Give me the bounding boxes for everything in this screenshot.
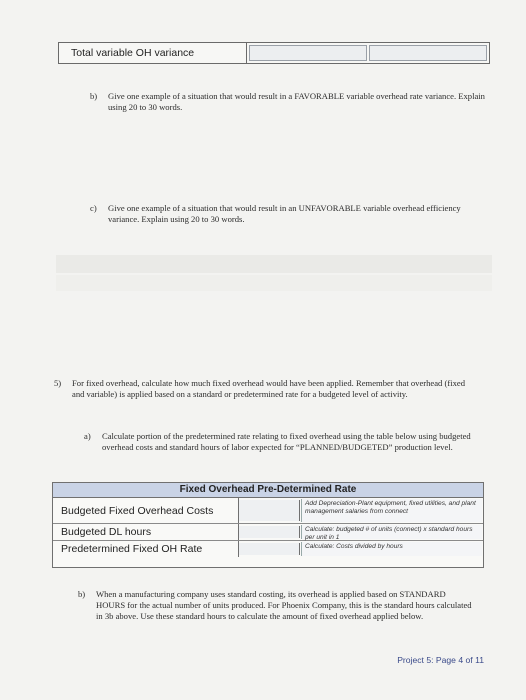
table-row <box>53 541 483 557</box>
budgeted-dl-hours-input[interactable] <box>239 526 300 538</box>
question-c-text: Give one example of a situation that would result in an UNFAVORABLE variable overhead efficiency variance. Explain using 20 to 30 words. <box>108 203 461 224</box>
variance-input-cell-2[interactable] <box>369 45 487 61</box>
question-c-label: c) <box>90 203 97 213</box>
row-instruction: Calculate: budgeted # of units (connect) x standard hours per unit in 1 <box>301 525 482 539</box>
question-5-label: 5) <box>54 378 62 388</box>
question-5b <box>78 589 476 622</box>
variance-input-cell-1[interactable] <box>249 45 367 61</box>
question-c <box>90 203 488 225</box>
page-footer: Project 5: Page 4 of 11 <box>397 655 484 665</box>
budgeted-fixed-oh-input[interactable] <box>239 500 300 521</box>
predetermined-rate-input[interactable] <box>239 543 300 555</box>
question-5a-label: a) <box>84 431 91 441</box>
question-5-text: For fixed overhead, calculate how much fixed overhead would have been applied. Remember that overhead (fixed and variable) is applied based on a standard or predetermined rate for a budgeted level of activity. <box>72 378 466 399</box>
fixed-overhead-rate-table <box>52 482 484 568</box>
question-5b-text: When a manufacturing company uses standard costing, its overhead is applied based on STANDARD HOURS for the actual number of units produced. For Phoenix Company, this is the standard hours calculated in 3b above. Use these standard hours to calculate the amount of fixed overhead applied below. <box>96 589 472 621</box>
table-row <box>53 524 483 541</box>
answer-area-faint-2 <box>56 275 492 291</box>
row-instruction: Calculate: Costs divided by hours <box>301 542 482 556</box>
question-b-text: Give one example of a situation that would result in a FAVORABLE variable overhead rate variance. Explain using 20 to 30 words. <box>108 91 485 112</box>
question-5a-text: Calculate portion of the predetermined rate relating to fixed overhead using the table below using budgeted overhead costs and standard hours of labor expected for “PLANNED/BUDGETED” production level. <box>102 431 471 452</box>
row-label: Predetermined Fixed OH Rate <box>53 541 239 557</box>
row-label: Budgeted DL hours <box>53 524 239 540</box>
row-label: Budgeted Fixed Overhead Costs <box>53 498 239 523</box>
table-row <box>53 498 483 524</box>
variable-oh-variance-table <box>58 42 490 64</box>
answer-area-faint <box>56 255 492 273</box>
question-5b-label: b) <box>78 589 86 599</box>
variance-label: Total variable OH variance <box>59 43 247 63</box>
question-b <box>90 91 488 113</box>
fixed-overhead-table-title: Fixed Overhead Pre-Determined Rate <box>53 483 483 498</box>
question-b-label: b) <box>90 91 98 101</box>
question-5 <box>54 378 472 400</box>
row-instruction: Add Depreciation-Plant equipment, fixed utilities, and plant management salaries from connect <box>301 499 482 522</box>
question-5a <box>84 431 474 453</box>
